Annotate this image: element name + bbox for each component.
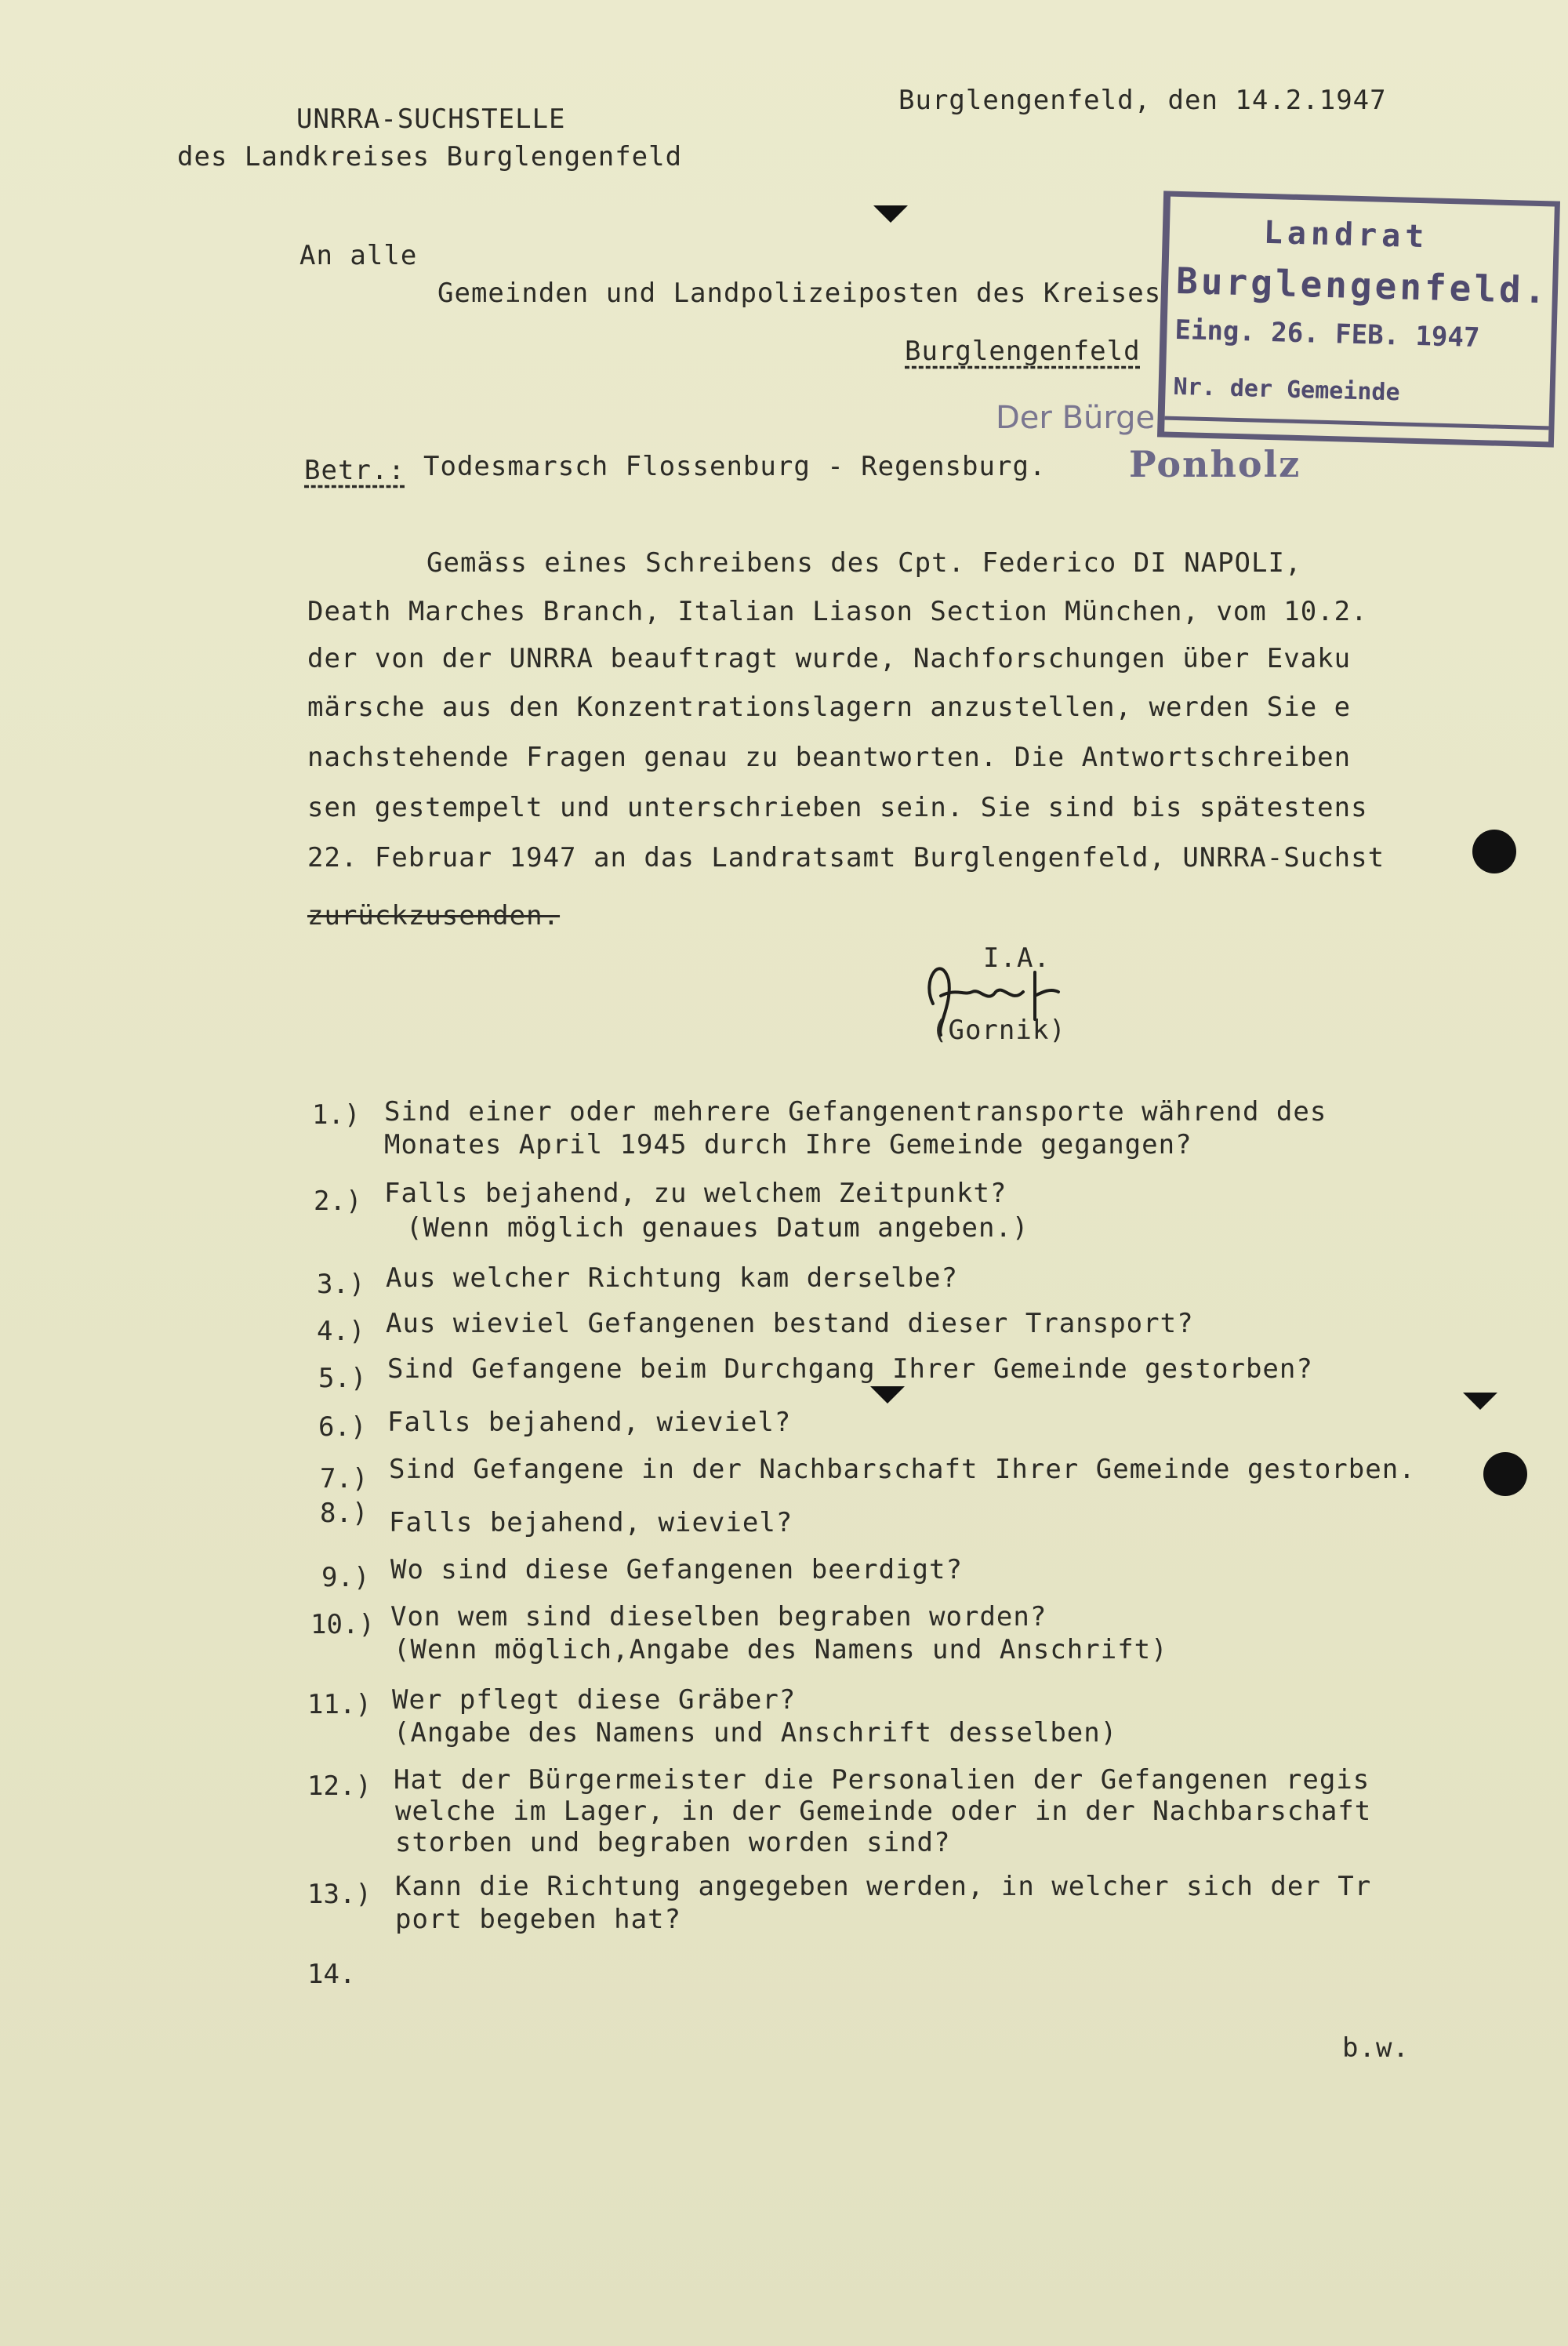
question-number: 9.)	[321, 1562, 370, 1593]
question-line: Aus wieviel Gefangenen bestand dieser Transport?	[386, 1308, 1194, 1339]
signature-name: (Gornik)	[931, 1015, 1066, 1046]
question-number: 1.)	[312, 1099, 361, 1131]
bitte-wenden: b.w.	[1342, 2032, 1410, 2064]
stamp-rule	[1165, 416, 1549, 430]
received-stamp	[1157, 191, 1560, 447]
stamp-line-4: Nr. der Gemeinde	[1173, 372, 1401, 407]
question-line: (Wenn möglich genaues Datum angeben.)	[406, 1212, 1029, 1244]
body-line: der von der UNRRA beauftragt wurde, Nachforschungen über Evaku	[307, 643, 1352, 674]
org-district: des Landkreises Burglengenfeld	[177, 141, 683, 172]
question-number: 12.)	[307, 1770, 372, 1802]
question-number: 6.)	[318, 1411, 367, 1443]
question-line: Aus welcher Richtung kam derselbe?	[386, 1262, 958, 1294]
question-line: Monates April 1945 durch Ihre Gemeinde gegangen?	[384, 1129, 1192, 1160]
question-line: Sind Gefangene in der Nachbarschaft Ihrer Gemeinde gestorben.	[389, 1454, 1416, 1485]
question-line: storben und begraben worden sind?	[395, 1827, 951, 1858]
question-line: Von wem sind dieselben begraben worden?	[390, 1601, 1047, 1632]
stamp-date: Eing. 26. FEB. 1947	[1174, 314, 1480, 354]
stamp-ponholz: Ponholz	[1129, 443, 1301, 485]
question-line: (Wenn möglich,Angabe des Namens und Anschrift)	[394, 1634, 1168, 1665]
question-line: welche im Lager, in der Gemeinde oder in der Nachbarschaft	[395, 1796, 1372, 1827]
place-date: Burglengenfeld, den 14.2.1947	[898, 85, 1387, 116]
question-line: Falls bejahend, wieviel?	[387, 1407, 792, 1438]
question-line: (Angabe des Namens und Anschrift desselben)	[394, 1717, 1118, 1749]
org-name: UNRRA-SUCHSTELLE	[296, 104, 566, 135]
question-line: Falls bejahend, zu welchem Zeitpunkt?	[384, 1178, 1007, 1209]
question-number: 4.)	[317, 1316, 365, 1347]
body-line: märsche aus den Konzentrationslagern anzustellen, werden Sie e	[307, 692, 1352, 723]
question-line: Kann die Richtung angegeben werden, in welcher sich der Tr	[395, 1871, 1372, 1902]
question-line: Sind Gefangene beim Durchgang Ihrer Gemeinde gestorben?	[387, 1353, 1313, 1385]
question-number: 5.)	[318, 1363, 367, 1394]
signature-ia: I.A.	[983, 942, 1051, 974]
subject-text: Todesmarsch Flossenburg - Regensburg.	[423, 451, 1047, 482]
question-line: Wo sind diese Gefangenen beerdigt?	[390, 1554, 963, 1585]
punch-hole-icon	[1472, 830, 1516, 873]
stamp-der-buergermeister: Der Bürge	[996, 400, 1156, 436]
question-line: port begeben hat?	[395, 1904, 681, 1935]
district: Burglengenfeld	[905, 336, 1141, 367]
stamp-line-1: Landrat	[1263, 214, 1429, 256]
question-line: Wer pflegt diese Gräber?	[392, 1684, 797, 1716]
question-number: 8.)	[320, 1498, 368, 1529]
subject-label: Betr.:	[304, 455, 405, 486]
fold-mark-icon	[1463, 1393, 1497, 1410]
question-line: Sind einer oder mehrere Gefangenentransporte während des	[384, 1096, 1327, 1128]
body-line: 22. Februar 1947 an das Landratsamt Burglengenfeld, UNRRA-Suchst	[307, 842, 1385, 873]
body-line: sen gestempelt und unterschrieben sein. Sie sind bis spätestens	[307, 792, 1368, 823]
question-line: Falls bejahend, wieviel?	[389, 1507, 793, 1538]
question-number: 11.)	[307, 1689, 372, 1720]
recipients: Gemeinden und Landpolizeiposten des Kreises	[437, 278, 1162, 309]
body-line: Gemäss eines Schreibens des Cpt. Federico DI NAPOLI,	[426, 547, 1302, 579]
stamp-line-2: Burglengenfeld.	[1175, 259, 1550, 312]
question-number: 14.	[307, 1959, 356, 1990]
question-number: 13.)	[307, 1879, 372, 1910]
body-line: zurückzusenden.	[307, 900, 561, 932]
body-line: nachstehende Fragen genau zu beantworten. Die Antwortschreiben	[307, 742, 1352, 773]
question-number: 7.)	[320, 1463, 368, 1494]
body-line: Death Marches Branch, Italian Liason Section München, vom 10.2.	[307, 596, 1368, 627]
question-number: 10.)	[310, 1609, 375, 1640]
question-number: 2.)	[314, 1186, 362, 1217]
fold-mark-icon	[870, 1386, 905, 1404]
question-number: 3.)	[317, 1269, 365, 1300]
punch-hole-icon	[1483, 1452, 1527, 1496]
salutation: An alle	[299, 240, 418, 271]
fold-mark-icon	[873, 205, 908, 223]
question-line: Hat der Bürgermeister die Personalien der Gefangenen regis	[394, 1764, 1370, 1796]
